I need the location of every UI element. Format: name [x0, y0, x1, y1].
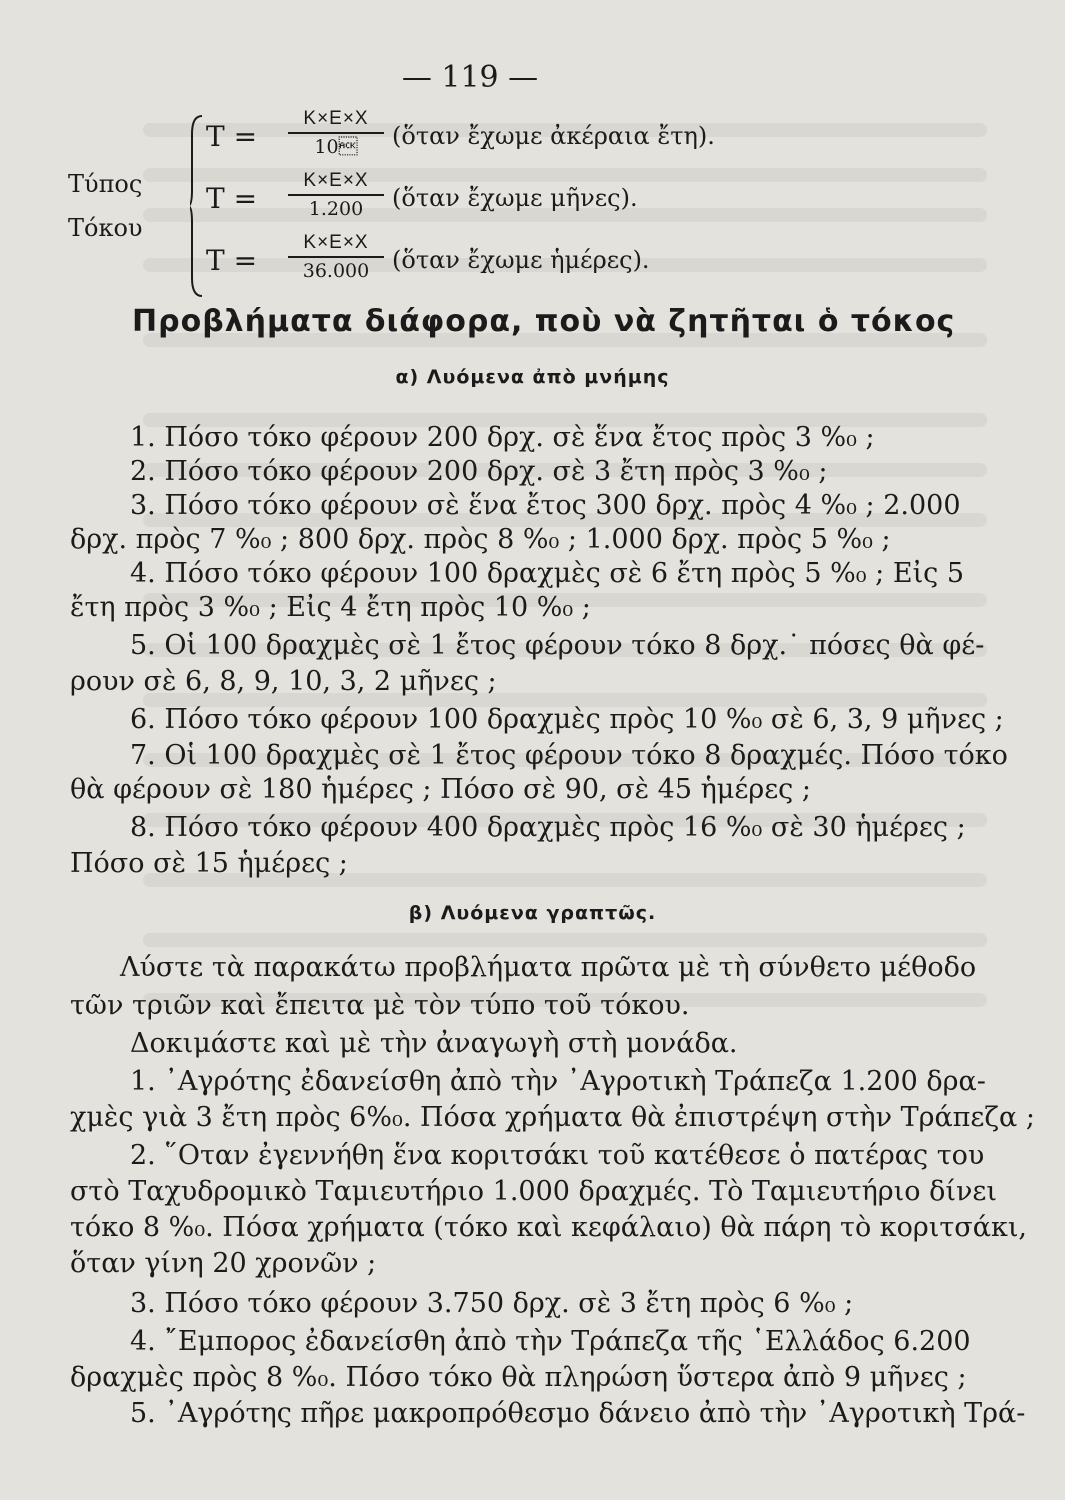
fraction-numerator: K×E×X [303, 108, 369, 129]
fraction-numerator: K×E×X [303, 170, 369, 191]
problem-line: 4. ῎Εμπορος ἐδανείσθη ἀπὸ τὴν Τράπεζα τῆς ῾Ελλάδος 6.200 [130, 1326, 971, 1357]
problem-line: δρχ. πρὸς 7 %₀ ; 800 δρχ. πρὸς 8 %₀ ; 1.000 δρχ. πρὸς 5 %₀ ; [70, 524, 891, 555]
formula-note: (ὅταν ἔχωμε μῆνες). [392, 184, 638, 212]
interest-formula-block [68, 108, 768, 298]
problem-line: στὸ Ταχυδρομικὸ Ταμιευτήριο 1.000 δραχμές. Τὸ Ταμιευτήριο δίνει [70, 1176, 997, 1207]
formula-row-days [206, 232, 766, 292]
problem-line: Πόσο σὲ 15 ἡμέρες ; [70, 848, 348, 879]
problem-line: 5. Οἱ 100 δραχμὲς σὲ 1 ἔτος φέρουν τόκο 8 δρχ.˙ πόσες θὰ φέ- [130, 630, 985, 661]
section-title: Προβλήματα διάφορα, ποὺ νὰ ζητῆται ὁ τόκος [132, 304, 956, 339]
fraction-bar [288, 256, 384, 258]
problem-line: 1. Πόσο τόκο φέρουν 200 δρχ. σὲ ἕνα ἔτος πρὸς 3 %₀ ; [130, 422, 875, 453]
problem-line: ἔτη πρὸς 3 %₀ ; Εἰς 4 ἔτη πρὸς 10 %₀ ; [70, 592, 591, 623]
problem-line: 3. Πόσο τόκο φέρουν 3.750 δρχ. σὲ 3 ἔτη πρὸς 6 %₀ ; [130, 1288, 854, 1319]
part-a-title: α) Λυόμενα ἀπὸ μνήμης [395, 366, 670, 388]
formula-brace [190, 114, 204, 298]
fraction-denominator: 10 [314, 136, 358, 158]
problem-line: 4. Πόσο τόκο φέρουν 100 δραχμὲς σὲ 6 ἔτη πρὸς 5 %₀ ; Εἰς 5 [130, 558, 965, 589]
problem-line: 8. Πόσο τόκο φέρουν 400 δραχμὲς πρὸς 16 %₀ σὲ 30 ἡμέρες ; [130, 812, 966, 843]
problem-line: 2. Πόσο τόκο φέρουν 200 δρχ. σὲ 3 ἔτη πρὸς 3 %₀ ; [130, 456, 828, 487]
problem-line: 7. Οἱ 100 δραχμὲς σὲ 1 ἔτος φέρουν τόκο 8 δραχμές. Πόσο τόκο [130, 740, 1008, 771]
problem-line: ὅταν γίνη 20 χρονῶν ; [70, 1248, 377, 1279]
formula-note: (ὅταν ἔχωμε ἀκέραια ἔτη). [392, 122, 715, 150]
fraction-denominator: 1.200 [308, 198, 364, 220]
part-b-title: β) Λυόμενα γραπτῶς. [408, 902, 657, 924]
problem-line: 6. Πόσο τόκο φέρουν 100 δραχμὲς πρὸς 10 %₀ σὲ 6, 3, 9 μῆνες ; [130, 704, 1004, 735]
problem-line: θὰ φέρουν σὲ 180 ἡμέρες ; Πόσο σὲ 90, σὲ 45 ἡμέρες ; [70, 774, 811, 805]
instruction-line: Δοκιμάστε καὶ μὲ τὴν ἀναγωγὴ στὴ μονάδα. [130, 1028, 738, 1059]
formula-fraction [288, 170, 384, 220]
problem-line: 2. ῞Οταν ἐγεννήθη ἕνα κοριτσάκι τοῦ κατέθεσε ὁ πατέρας του [130, 1140, 985, 1171]
fraction-numerator: K×E×X [303, 232, 369, 253]
fraction-bar [288, 194, 384, 196]
formula-fraction [288, 232, 384, 282]
problem-line: τόκο 8 %₀. Πόσα χρήματα (τόκο καὶ κεφάλαιο) θὰ πάρη τὸ κοριτσάκι, [70, 1212, 1028, 1243]
formula-note: (ὅταν ἔχωμε ἡμέρες). [392, 246, 650, 274]
page-number: — 119 — [401, 60, 539, 95]
formula-label-top: Τύπος [68, 170, 143, 198]
problem-line: δραχμὲς πρὸς 8 %₀. Πόσο τόκο θὰ πληρώση ὕστερα ἀπὸ 9 μῆνες ; [70, 1362, 967, 1393]
instruction-line: Λύστε τὰ παρακάτω προβλήματα πρῶτα μὲ τὴ σύνθετο μέθοδο [120, 952, 977, 983]
formula-lhs: T = [206, 120, 258, 153]
problem-line: 1. ᾿Αγρότης ἐδανείσθη ἀπὸ τὴν ᾿Αγροτικὴ Τράπεζα 1.200 δρα- [130, 1066, 986, 1097]
problem-line: χμὲς γιὰ 3 ἔτη πρὸς 6%₀. Πόσα χρήματα θὰ ἐπιστρέψη στὴν Τράπεζα ; [70, 1102, 1035, 1133]
problem-line: 5. ᾿Αγρότης πῆρε μακροπρόθεσμο δάνειο ἀπὸ τὴν ᾿Αγροτικὴ Τρά- [130, 1398, 1026, 1429]
fraction-denominator: 36.000 [302, 260, 370, 282]
formula-label-bottom: Τόκου [68, 214, 143, 242]
formula-fraction [288, 108, 384, 158]
formula-lhs: T = [206, 182, 258, 215]
formula-row-months [206, 170, 766, 230]
problem-line: 3. Πόσο τόκο φέρουν σὲ ἕνα ἔτος 300 δρχ. πρὸς 4 %₀ ; 2.000 [130, 490, 961, 521]
formula-row-years [206, 108, 766, 168]
fraction-bar [288, 132, 384, 134]
instruction-line: τῶν τριῶν καὶ ἔπειτα μὲ τὸν τύπο τοῦ τόκου. [70, 990, 690, 1021]
problem-line: ρουν σὲ 6, 8, 9, 10, 3, 2 μῆνες ; [70, 666, 497, 697]
formula-lhs: T = [206, 244, 258, 277]
